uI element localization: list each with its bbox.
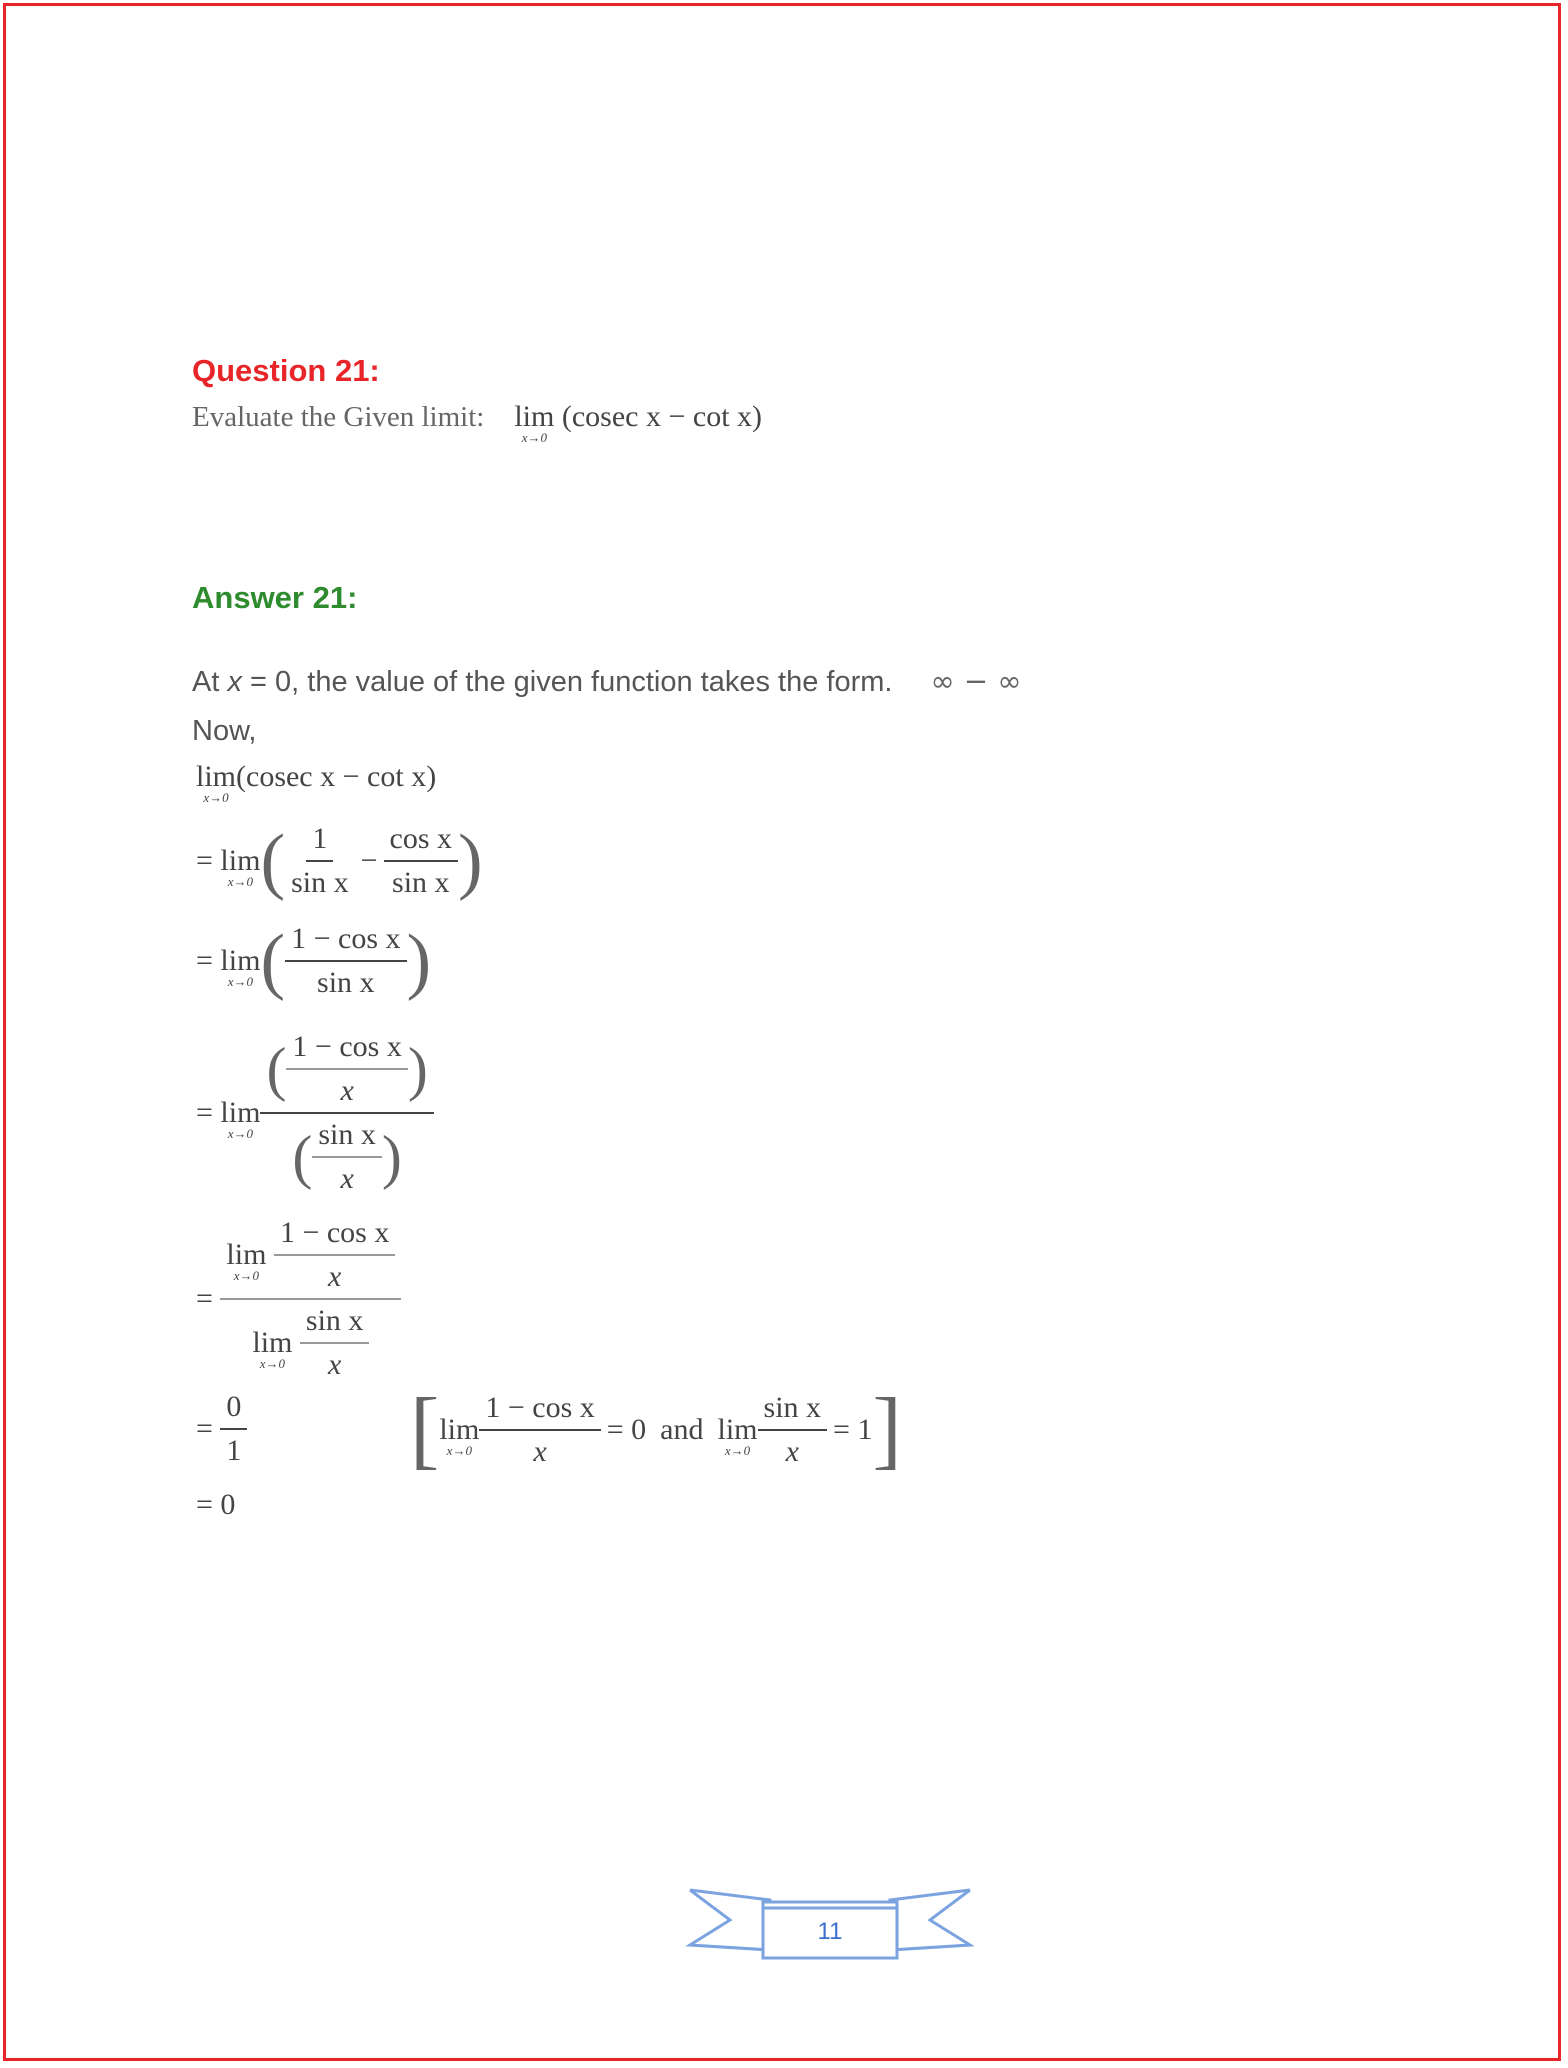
step-6: = $\frac{0}{1}$: [196, 1390, 247, 1468]
answer-intro: At x = 0, the value of the given function takes the form. ∞ − ∞: [192, 664, 1022, 698]
question-prompt: Evaluate the Given limit:: [192, 400, 485, 433]
limit-argument: (cosec x − cot x): [561, 400, 763, 433]
limit-operator: lim x→0: [514, 400, 555, 445]
step-3: = lim x→0 ( $\frac{\text{1 − cos x}}{\text{sin x}}$ ): [196, 920, 432, 1002]
step-4: = lim x→0 ( $\frac{\text{1 − cos x}}{x}$ ) ( $\frac{\text{sin x}}{x}$ ): [196, 1030, 434, 1196]
step-2: = lim x→0 ( $\frac{1}{\text{sin x}}$ − $\frac{\text{cos x}}{\text{sin x}}$ ): [196, 820, 483, 902]
step-1: lim x→0 (cosec x − cot x): [196, 760, 437, 805]
question-limit-expression: [514, 400, 763, 445]
answer-title: Answer 21:: [192, 580, 358, 615]
now-label: Now,: [192, 715, 257, 747]
question-title: Question 21:: [192, 353, 380, 388]
bracket-note: [ lim x→0 $\frac{\text{1 − cos x}}{x}$ = 0 and lim x→0 $\frac{\text{sin x}}{x}$ = 1 ]: [410, 1381, 902, 1478]
indeterminate-form: ∞ − ∞: [930, 664, 1022, 698]
step-5: = lim x→0 $\frac{\text{1 − cos x}}{x}$ lim x→0 $\frac{\text{sin x}}{x}$: [196, 1216, 401, 1382]
question-text: [192, 400, 763, 445]
page-number: 11: [817, 1918, 843, 1945]
step-7: = 0: [196, 1488, 236, 1521]
